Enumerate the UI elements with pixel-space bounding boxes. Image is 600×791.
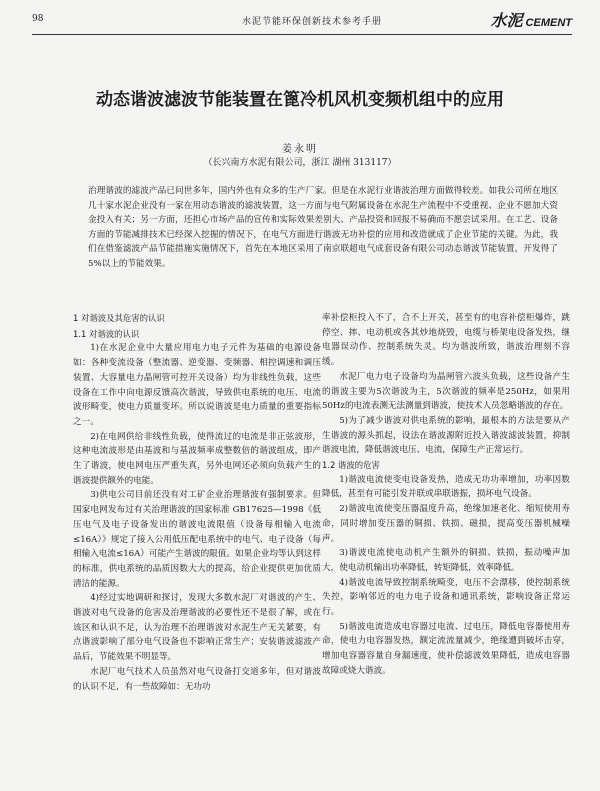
section-heading: 1 对谐波及其危害的认识 <box>73 313 165 323</box>
page-number: 98 <box>32 14 44 24</box>
paragraph: 水泥厂电力电子设备均为晶闸管六波头负载，这些设备产生的谐波主要为5次谐波为主，5次谐波的频率是250Hz，如果用50Hz的电流表测无法测量到谐波，使技术人员忽略谐波的存在。 <box>322 371 570 412</box>
journal-logo <box>491 8 572 31</box>
paragraph: 5)谐波电流造成电容器过电流、过电压，降低电容器使用寿命，使电力电容器发热，额定流流量减少，绝缘遭到破坏击穿，增加电容器容量自身漏速度，使补偿滤波效果降低，造成电容器故障或烧大谐波。 <box>322 621 570 676</box>
paragraph: 4)谐波电流导致控制系统畸变，电压不会漂移，使控制系统失控，影响邻近的电力电子设备和通讯系统，影响设备正常运行。 <box>322 577 570 618</box>
paragraph: 1)谐波电流使变电设备发热，造成无功功率增加，功率因数降低，甚至有可能引发并联或串联谐振，损坏电气设备。 <box>322 474 570 500</box>
subsection-heading: 1.1 对谐波的认识 <box>73 328 140 339</box>
article-title: 动态谐波滤波节能装置在篦冷机风机变频机组中的应用 <box>96 90 504 110</box>
paragraph: 2)谐波电流使变压器温度升高，绝缘加速老化、缩短使用寿命，同时增加变压器的铜损、铁损、磁损，提高变压器机械噪声。 <box>322 504 570 544</box>
paragraph: 3)供电公司目前还没有对工矿企业治理谐波有强制要求。但国家电网发布过有关治理谐波的国家标准 GB17625—1998《低压电气及电子设备发出的谐波电流限值（设备每相输入电流≤16A）》规定了接入公用低压配电系统中的电气、电子设备（每相输入电流≤16A）可能产生谐波的限值。如果企业均等认到这样的标准，供电系统的品质因数大大的提高，给企业提供更加优质清洁的能源。 <box>73 490 321 589</box>
article-abstract: 治理谐波的滤波产品已问世多年，国内外也有众多的生产厂家。但是在水泥行业谐波治理方面做得较差。如我公司所在地区几十家水泥企业没有一家在用动态谐波的滤波装置，这一方面与电气附属设备在水泥生产流程中不受重视、企业不愿加大资金投入有关；另一方面，还担心市场产品的宣传和实际效果差别大、产品投资和回报不易确而不愿尝试采用。在工艺、设备方面的节能减排技术已经深入挖掘的情况下，在电气方面进行谐波无功补偿的应用和改造就成了企业节能的关键。为此，我们在借鉴滤波产品节能措施实施情况下，首先在本地区采用了南京联超电气成套设备有限公司动态谐波节能装置，开发得了5%以上的节能效果。 <box>88 186 558 269</box>
paragraph: 2)在电网供给非线性负载，使得流过的电流是非正弦波形，这种电流波形是由基波和与基波频率成整数倍的谐波组成，即产生了谐波，使电网电压严重失真，另外电网还必须向负载产生的谐波提供额外的电能。 <box>73 431 321 486</box>
logo-en: CEMENT <box>525 17 572 29</box>
running-header <box>32 6 572 34</box>
header-rule <box>32 34 572 35</box>
article-affiliation: （长兴南方水泥有限公司，浙江 湖州 313117） <box>203 158 397 168</box>
paragraph: 水泥厂电气技术人员虽然对电气设备打交道多年，但对谐波的认识不足，有一些故障如：无功功 <box>73 666 321 692</box>
paragraph-continued: 率补偿柜投入不了，合不上开关，甚至有的电容补偿柜爆炸，跳停空、摔、电动机或各其炒地烧毁，电缆与桥架电设备发热，继电器误动作、控制系统失灵。均为谐波所致，谐波治理刻不容缓。 <box>322 313 570 368</box>
logo-cn: 水泥 <box>490 11 523 30</box>
paragraph: 1)在水泥企业中大量应用电力电子元件为基础的电源设备如：各种变流设备（整流器、逆变器、变频器、相控调速和调压装置、大容量电力晶闸管可控开关设备）均为非线性负载，这些设备在工作中向电源反馈高次谐波，导致供电系统的电压、电流波形畸变，使电力质量变坏。所以说谐波是电力质量的重要指标之一。 <box>73 343 321 427</box>
paragraph: 4)经过实地调研和探讨，发现大多数水泥厂对谐波的产生、谐波对电气设备的危害及治理谐波的必要性还不是很了解，或在该区和认识不足，认为治理不治理谐波对水泥生产无关紧要，有点谐波影响了部分电气设备也不影响正常生产；安装谐波滤波产品后，节能效果不明显等。 <box>73 593 321 663</box>
subsection-heading: 1.2 谐波的危害 <box>322 460 380 471</box>
paragraph: 3)谐波电流使电动机产生额外的铜损、铁损，振动噪声加大，使电动机输出功率降低，转矩降低，效率降低。 <box>322 548 570 573</box>
right-column <box>322 311 570 679</box>
paragraph: 5)为了减少谐波对供电系统的影响，最根本的方法是要从产生谐波的源头抓起，设法在谐波源附近投入谐波滤波装置，抑制谐波电流，降低谐波电压、电流，保障生产正常运行。 <box>322 415 570 456</box>
journal-title: 水泥节能环保创新技术参考手册 <box>242 17 383 27</box>
left-column <box>73 311 321 694</box>
article-author: 姜永明 <box>282 144 318 155</box>
